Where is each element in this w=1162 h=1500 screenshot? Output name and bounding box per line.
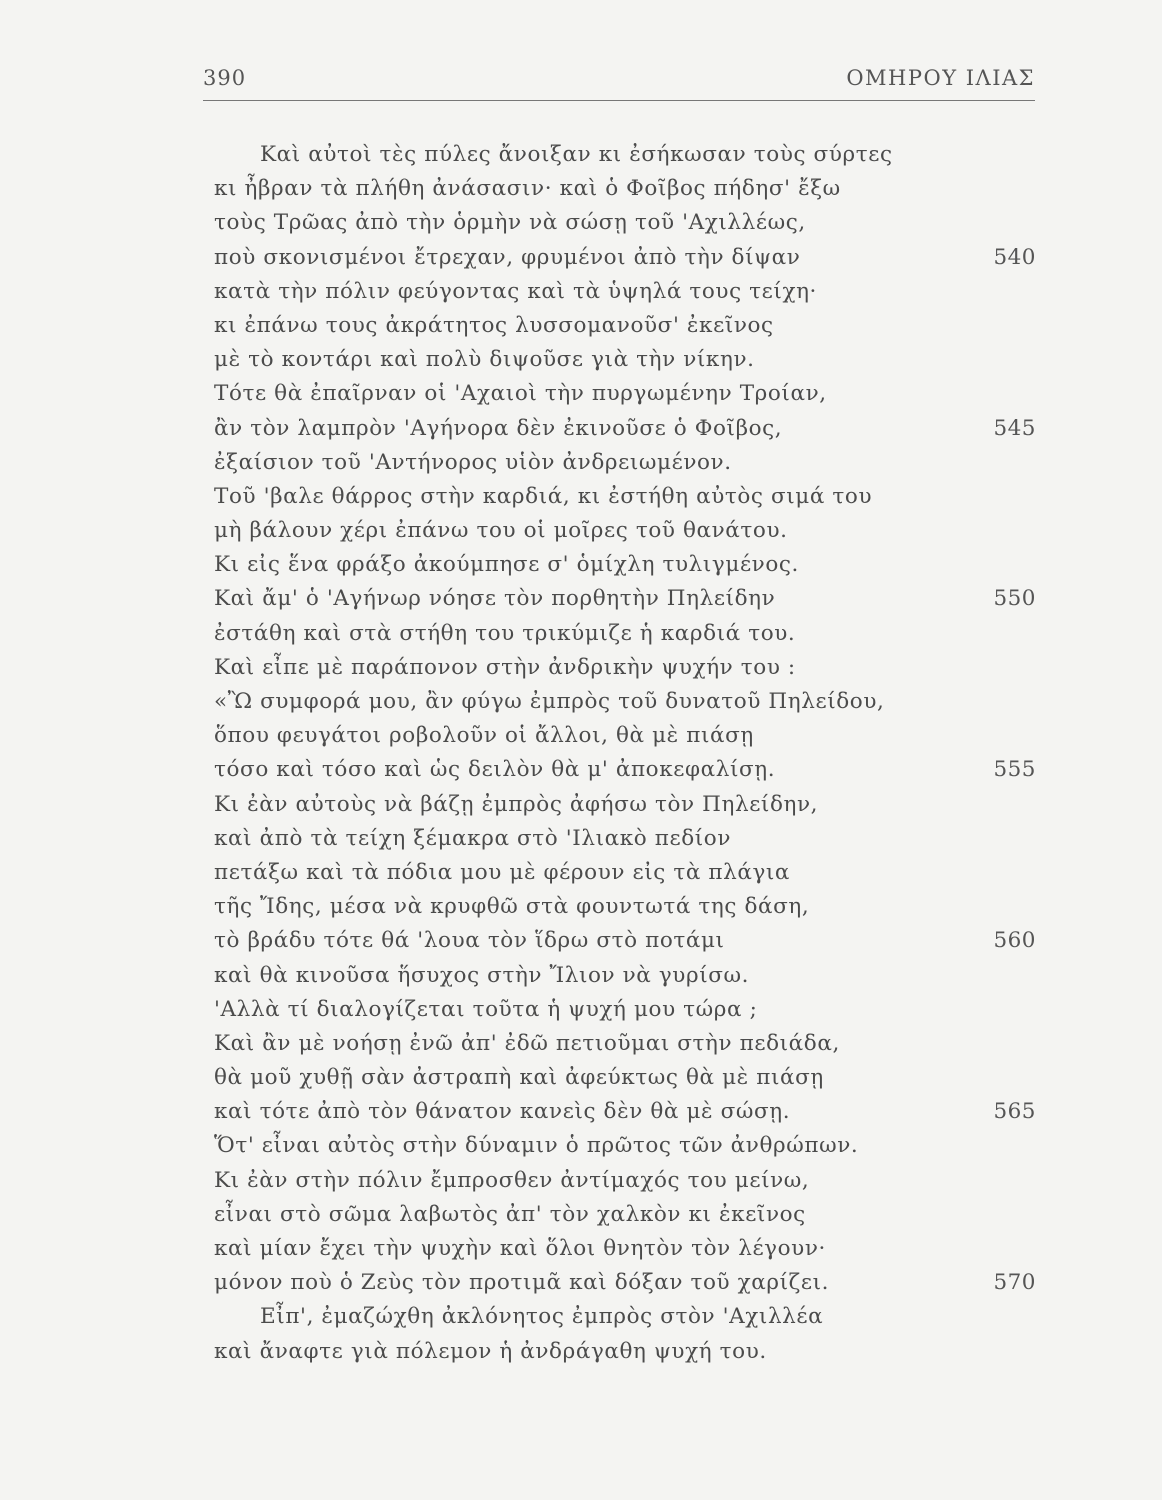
verse-text: κι ἦβραν τὰ πλήθη ἀνάσασιν· καὶ ὁ Φοῖβος πήδησ' ἔξω <box>214 176 841 202</box>
verse-text: καὶ τότε ἀπὸ τὸν θάνατον κανεὶς δὲν θὰ μὲ σώσῃ. <box>214 1099 791 1125</box>
line-number: 550 <box>993 586 1036 612</box>
verse-line <box>214 1095 1036 1129</box>
verse-line <box>214 1129 1036 1163</box>
verse-text: τοὺς Τρῶας ἀπὸ τὴν ὁρμὴν νὰ σώσῃ τοῦ 'Αχιλλέως, <box>214 210 806 236</box>
verse-text: καὶ θὰ κινοῦσα ἥσυχος στὴν Ἴλιον νὰ γυρίσω. <box>214 962 750 988</box>
page-number: 390 <box>203 66 247 90</box>
verse-line <box>214 548 1036 582</box>
verse-text: εἶναι στὸ σῶμα λαβωτὸς ἀπ' τὸν χαλκὸν κι ἐκεῖνος <box>214 1201 806 1227</box>
verse-line <box>214 582 1036 616</box>
verse-line <box>214 412 1036 446</box>
verse-text: Κι εἰς ἕνα φράξο ἀκούμπησε σ' ὁμίχλη τυλιγμένος. <box>214 552 799 578</box>
verse-text: μόνον ποὺ ὁ Ζεὺς τὸν προτιμᾶ καὶ δόξαν τοῦ χαρίζει. <box>214 1270 830 1296</box>
verse-text: ἂν τὸν λαμπρὸν 'Αγήνορα δὲν ἐκινοῦσε ὁ Φοῖβος, <box>214 415 783 441</box>
verse-line <box>214 1061 1036 1095</box>
verse-line <box>214 138 1036 172</box>
verse-text: Καὶ αὐτοὶ τὲς πύλες ἄνοιξαν κι ἐσήκωσαν τοὺς σύρτες <box>260 142 893 167</box>
verse-line <box>214 617 1036 651</box>
verse-line <box>214 1300 1036 1334</box>
line-number: 540 <box>993 244 1036 270</box>
verse-text: Κι ἐὰν στὴν πόλιν ἔμπροσθεν ἀντίμαχός του μείνω, <box>214 1167 810 1193</box>
verse-line <box>214 446 1036 480</box>
verse-text: κι ἐπάνω τους ἀκράτητος λυσσομανοῦσ' ἐκεῖνος <box>214 312 774 338</box>
verse-text: ὅπου φευγάτοι ροβολοῦν οἱ ἄλλοι, θὰ μὲ πιάσῃ <box>214 723 754 749</box>
verse-block <box>214 138 1036 1369</box>
line-number: 555 <box>993 757 1036 783</box>
verse-line <box>214 1335 1036 1369</box>
verse-text: καὶ ἄναφτε γιὰ πόλεμον ἡ ἀνδράγαθη ψυχή του. <box>214 1338 767 1364</box>
verse-text: κατὰ τὴν πόλιν φεύγοντας καὶ τὰ ὑψηλά τους τείχη· <box>214 278 817 304</box>
verse-line <box>214 206 1036 240</box>
verse-text: ποὺ σκονισμένοι ἔτρεχαν, φρυμένοι ἀπὸ τὴν δίψαν <box>214 244 801 270</box>
verse-line <box>214 480 1036 514</box>
verse-text: τόσο καὶ τόσο καὶ ὡς δειλὸν θὰ μ' ἀποκεφαλίσῃ. <box>214 757 776 783</box>
verse-line <box>214 924 1036 958</box>
verse-line <box>214 993 1036 1027</box>
line-number: 560 <box>993 928 1036 954</box>
verse-line <box>214 788 1036 822</box>
verse-line <box>214 172 1036 206</box>
line-number: 565 <box>993 1099 1036 1125</box>
line-number: 570 <box>993 1270 1036 1296</box>
verse-line <box>214 959 1036 993</box>
verse-text: «Ὢ συμφορά μου, ἂν φύγω ἐμπρὸς τοῦ δυνατοῦ Πηλείδου, <box>214 689 885 714</box>
verse-line <box>214 1164 1036 1198</box>
running-title: ΟΜΗΡΟΥ ΙΛΙΑΣ <box>846 66 1035 90</box>
verse-line <box>214 856 1036 890</box>
verse-line <box>214 822 1036 856</box>
line-number: 545 <box>993 415 1036 441</box>
verse-text: τῆς Ἴδης, μέσα νὰ κρυφθῶ στὰ φουντωτά της δάση, <box>214 894 810 920</box>
verse-text: μὴ βάλουν χέρι ἐπάνω του οἱ μοῖρες τοῦ θανάτου. <box>214 518 788 544</box>
verse-text: Τότε θὰ ἐπαῖρναν οἱ 'Αχαιοὶ τὴν πυργωμένην Τροίαν, <box>214 381 827 407</box>
verse-line <box>214 275 1036 309</box>
verse-text: θὰ μοῦ χυθῇ σὰν ἀστραπὴ καὶ ἀφεύκτως θὰ μὲ πιάσῃ <box>214 1065 824 1091</box>
verse-line <box>214 377 1036 411</box>
verse-text: Καὶ εἶπε μὲ παράπονον στὴν ἀνδρικὴν ψυχήν του : <box>214 654 796 680</box>
verse-text: Κι ἐὰν αὐτοὺς νὰ βάζῃ ἐμπρὸς ἀφήσω τὸν Πηλείδην, <box>214 791 819 817</box>
verse-text: ἐστάθη καὶ στὰ στήθη του τρικύμιζε ἡ καρδιά του. <box>214 620 796 646</box>
page-header <box>203 66 1035 100</box>
verse-line <box>214 685 1036 719</box>
verse-line <box>214 343 1036 377</box>
verse-line <box>214 1027 1036 1061</box>
verse-text: Τοῦ 'βαλε θάρρος στὴν καρδιά, κι ἐστήθη αὐτὸς σιμά του <box>214 483 873 509</box>
verse-text: πετάξω καὶ τὰ πόδια μου μὲ φέρουν εἰς τὰ πλάγια <box>214 859 791 885</box>
verse-line <box>214 309 1036 343</box>
verse-text: Καὶ ἂν μὲ νοήσῃ ἐνῶ ἀπ' ἐδῶ πετιοῦμαι στὴν πεδιάδα, <box>214 1030 840 1056</box>
verse-line <box>214 1266 1036 1300</box>
verse-line <box>214 1232 1036 1266</box>
verse-line <box>214 753 1036 787</box>
verse-line <box>214 1198 1036 1232</box>
verse-text: καὶ μίαν ἔχει τὴν ψυχὴν καὶ ὅλοι θνητὸν τὸν λέγουν· <box>214 1236 826 1261</box>
verse-text: τὸ βράδυ τότε θά 'λουα τὸν ἵδρω στὸ ποτάμι <box>214 928 725 954</box>
verse-line <box>214 890 1036 924</box>
verse-line <box>214 241 1036 275</box>
verse-text: καὶ ἀπὸ τὰ τείχη ξέμακρα στὸ 'Ιλιακὸ πεδίον <box>214 825 732 851</box>
verse-text: μὲ τὸ κοντάρι καὶ πολὺ διψοῦσε γιὰ τὴν νίκην. <box>214 347 755 373</box>
verse-text: Εἶπ', ἐμαζώχθη ἀκλόνητος ἐμπρὸς στὸν 'Αχιλλέα <box>260 1304 824 1330</box>
verse-text: Ὅτ' εἶναι αὐτὸς στὴν δύναμιν ὁ πρῶτος τῶν ἀνθρώπων. <box>214 1133 859 1159</box>
verse-line <box>214 651 1036 685</box>
verse-text: Καὶ ἄμ' ὁ 'Αγήνωρ νόησε τὸν πορθητὴν Πηλείδην <box>214 586 776 612</box>
verse-text: ἐξαίσιον τοῦ 'Αντήνορος υἱὸν ἀνδρειωμένον. <box>214 449 732 475</box>
verse-line <box>214 719 1036 753</box>
header-rule <box>203 100 1035 101</box>
verse-line <box>214 514 1036 548</box>
verse-text: 'Αλλὰ τί διαλογίζεται τοῦτα ἡ ψυχή μου τώρα ; <box>214 996 758 1022</box>
